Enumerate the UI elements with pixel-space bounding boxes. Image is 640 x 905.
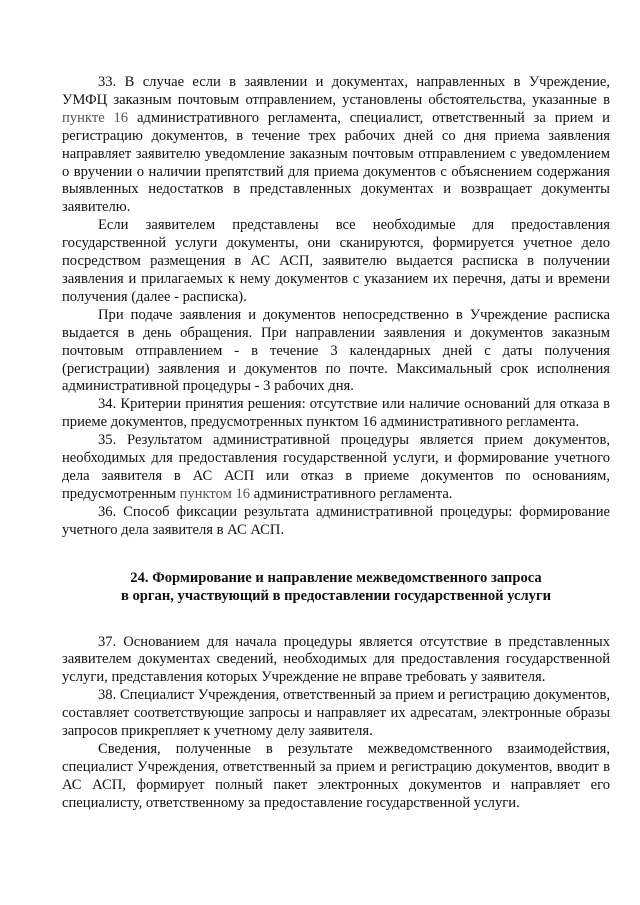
paragraph-text: При подаче заявления и документов непосредственно в Учреждение расписка выдается в день обращения. При направлении заявления и документов заказным почтовым отправлением - в течение 3 календарных дней с даты получения (регистрации) заявления и документов по почте. Максимальный срок исполнения административной процедуры - 3 рабочих дня. [62, 306, 610, 395]
paragraph-text: 38. Специалист Учреждения, ответственный за прием и регистрацию документов, составляет соответствующие запросы и направляет их адресатам, электронные образы запросов прикрепляет к учетному делу заявителя. [62, 687, 610, 740]
paragraph-p36 [62, 504, 610, 540]
paragraph-p33b [62, 217, 610, 307]
paragraphs-before-heading [62, 74, 610, 540]
cross-reference-link[interactable]: пункте 16 [62, 109, 129, 126]
paragraph-p33c [62, 307, 610, 397]
paragraph-text: 35. Результатом административной процедуры является прием документов, необходимых для предоставления государственной услуги, и формирование учетного дела заявителя в АС АСП или отказ в приеме документов по основаниям, предусмотренным [62, 432, 610, 502]
paragraph-p37 [62, 634, 610, 688]
paragraph-p34 [62, 396, 610, 432]
section-heading-line-2: в орган, участвующий в предоставлении государственной услуги [120, 587, 552, 604]
document-body [62, 74, 610, 813]
paragraph-text: административного регламента. [250, 485, 453, 502]
section-heading-line-1: 24. Формирование и направление межведомственного запроса [130, 569, 542, 586]
paragraph-text: 36. Способ фиксации результата административной процедуры: формирование учетного дела заявителя в АС АСП. [62, 503, 610, 538]
paragraph-text: Сведения, полученные в результате межведомственного взаимодействия, специалист Учреждения, ответственный за прием и регистрацию документов, вводит в АС АСП, формирует полный пакет электронных документов и направляет его специалисту, ответственному за предоставление государственной услуги. [62, 741, 610, 811]
paragraph-text: 33. В случае если в заявлении и документах, направленных в Учреждение, УМФЦ заказным почтовым отправлением, установлены обстоятельства, указанные в [62, 74, 610, 108]
paragraph-p35 [62, 432, 610, 504]
section-heading [62, 569, 610, 605]
paragraph-text: Если заявителем представлены все необходимые для предоставления государственной услуги документы, они сканируются, формируется учетное дело посредством размещения в АС АСП, заявителю выдается расписка в получении заявления и прилагаемых к нему документов с указанием их перечня, даты и времени получения (далее - расписка). [62, 217, 610, 305]
paragraph-p38 [62, 687, 610, 741]
paragraph-p33 [62, 74, 610, 217]
paragraph-text: 37. Основанием для начала процедуры является отсутствие в представленных заявителем документах сведений, необходимых для предоставления государственной услуги, представления которых Учреждение не вправе требовать у заявителя. [62, 633, 610, 686]
paragraph-text: 34. Критерии принятия решения: отсутствие или наличие оснований для отказа в приеме документов, предусмотренных пунктом 16 административного регламента. [62, 396, 610, 431]
paragraph-text: административного регламента, специалист, ответственный за прием и регистрацию документов, в течение трех рабочих дней со дня приема заявления направляет заявителю уведомление заказным почтовым отправлением с уведомлением о вручении о наличии препятствий для приема документов с объяснением содержания выявленных недостатков в представленных документах и возвращает документы заявителю. [62, 109, 610, 216]
paragraphs-after-heading [62, 634, 610, 813]
paragraph-p38b [62, 741, 610, 813]
cross-reference-link[interactable]: пунктом 16 [179, 485, 251, 502]
